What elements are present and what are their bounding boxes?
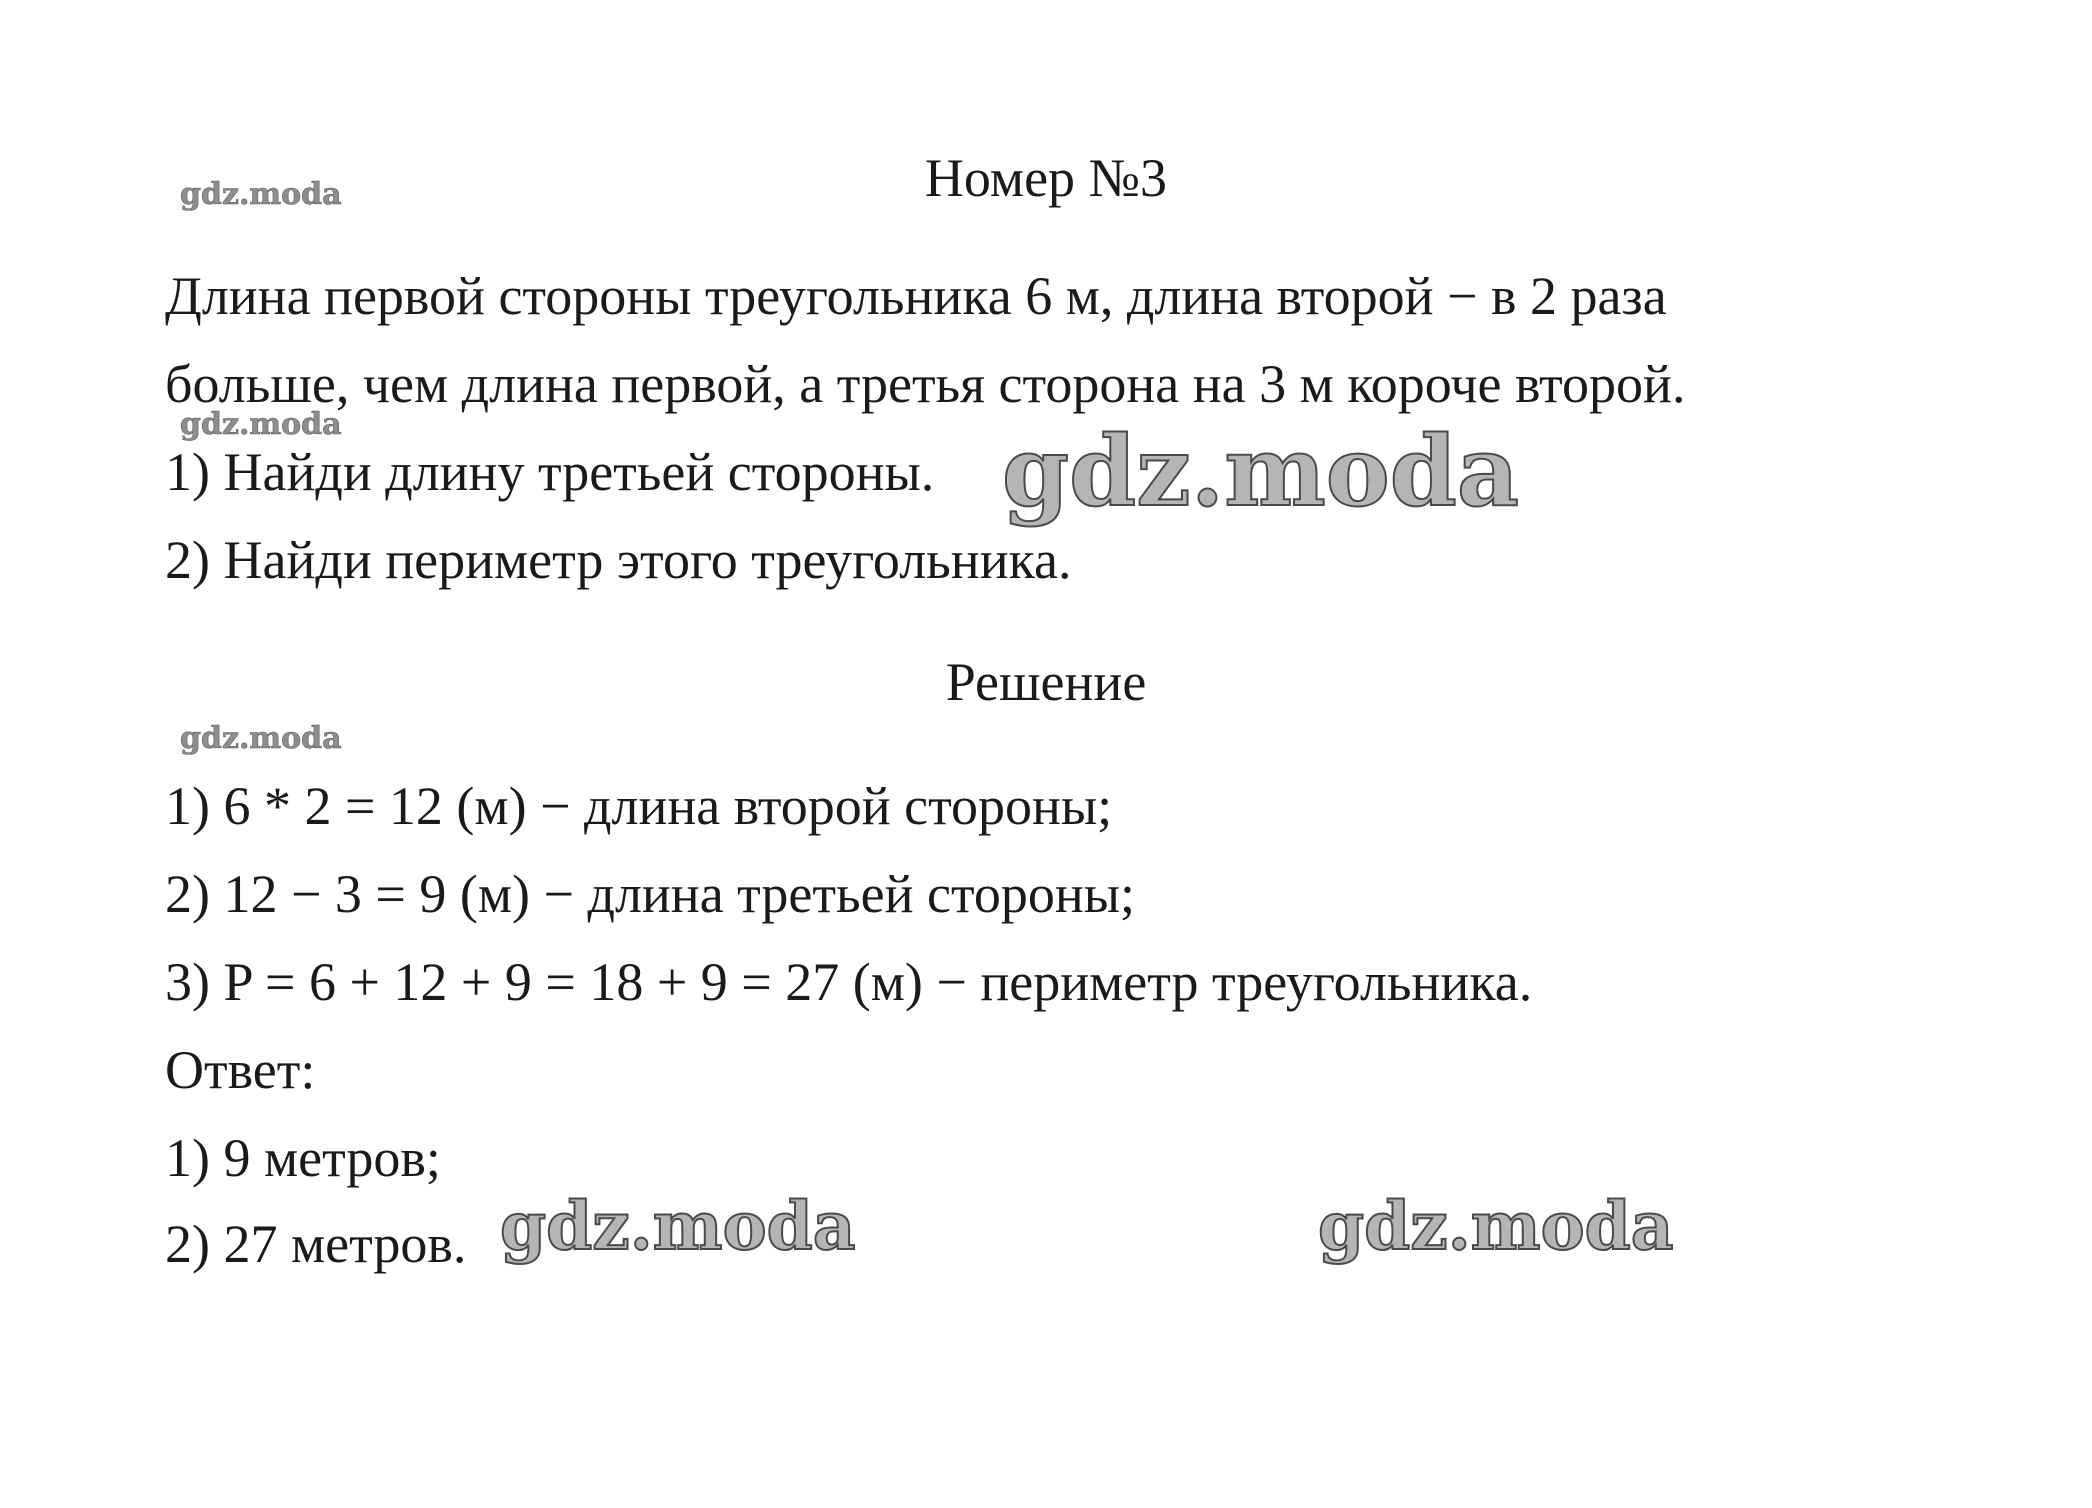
watermark-mid-1: gdz.moda [500, 1187, 856, 1265]
watermark-small-1: gdz.moda [180, 177, 342, 212]
solution-title: Решение [945, 652, 1147, 712]
problem-question-2: 2) Найди периметр этого треугольника. [165, 530, 1072, 590]
watermark-small-2: gdz.moda [180, 407, 342, 442]
answer-label: Ответ: [165, 1040, 316, 1100]
watermark-small-3: gdz.moda [180, 721, 342, 756]
solution-step-1: 1) 6 * 2 = 12 (м) − длина второй стороны; [165, 776, 1113, 836]
watermark-mid-2: gdz.moda [1318, 1187, 1674, 1265]
answer-2: 2) 27 метров. [165, 1214, 467, 1274]
answer-1: 1) 9 метров; [165, 1128, 441, 1188]
watermark-large: gdz.moda [1002, 415, 1520, 528]
page-title: Номер №3 [924, 148, 1168, 208]
problem-question-1: 1) Найди длину третьей стороны. [165, 442, 935, 502]
solution-step-2: 2) 12 − 3 = 9 (м) − длина третьей стороны; [165, 864, 1136, 924]
solution-step-3: 3) P = 6 + 12 + 9 = 18 + 9 = 27 (м) − периметр треугольника. [165, 952, 1533, 1012]
problem-line-1: Длина первой стороны треугольника 6 м, длина второй − в 2 раза [165, 266, 1667, 326]
problem-line-2: больше, чем длина первой, а третья сторона на 3 м короче второй. [165, 354, 1686, 414]
